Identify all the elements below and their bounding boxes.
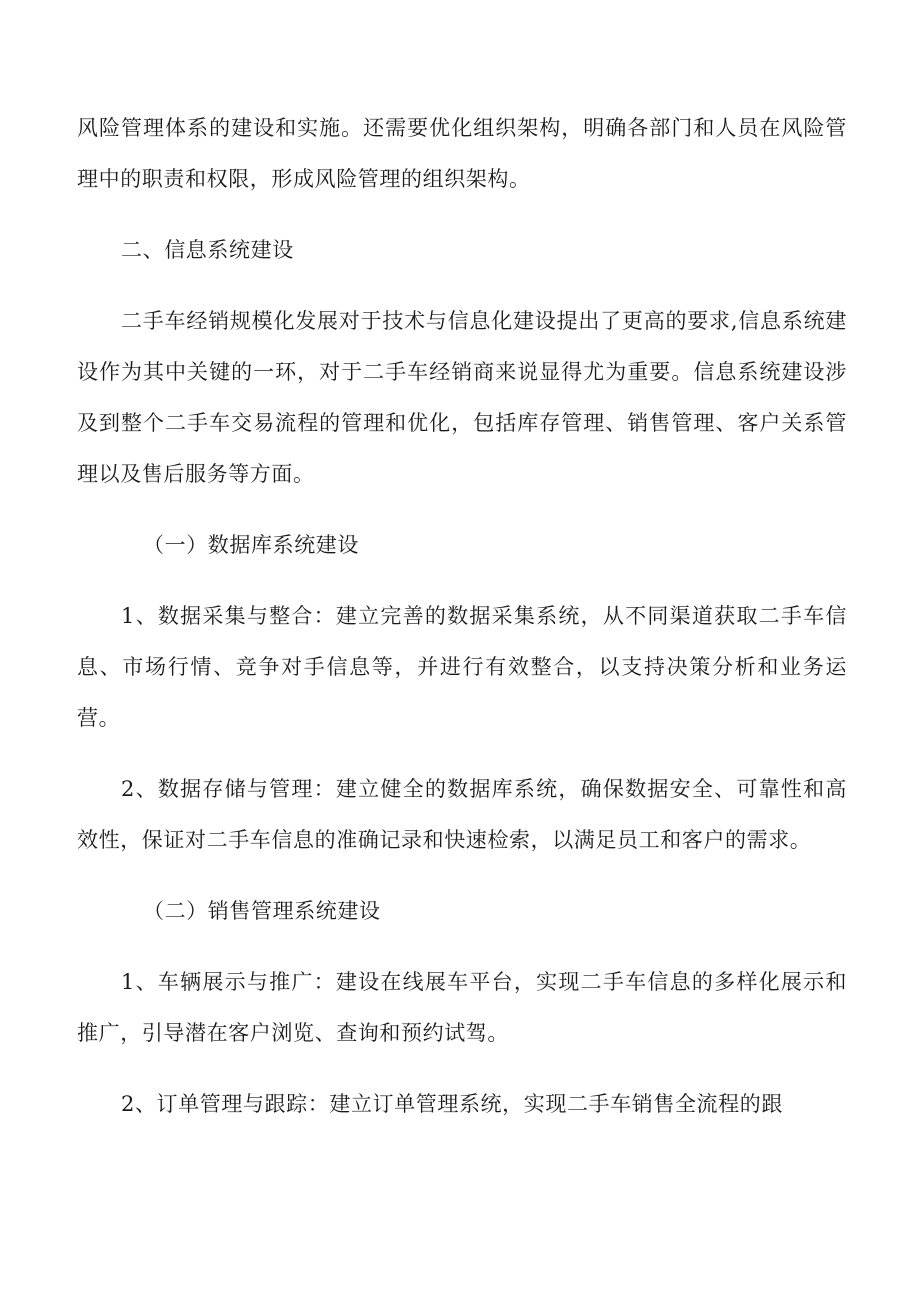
paragraph-risk-management-continuation: 风险管理体系的建设和实施。还需要优化组织架构，明确各部门和人员在风险管理中的职责和权限，形成风险管理的组织架构。 bbox=[77, 116, 847, 191]
subsection-heading-database-system: （一）数据库系统建设 bbox=[143, 533, 359, 557]
paragraph-data-collection: 1、数据采集与整合：建立完善的数据采集系统，从不同渠道获取二手车信息、市场行情、竞争对手信息等，并进行有效整合，以支持决策分析和业务运营。 bbox=[77, 604, 847, 730]
paragraph-vehicle-display: 1、车辆展示与推广：建设在线展车平台，实现二手车信息的多样化展示和推广，引导潜在客户浏览、查询和预约试驾。 bbox=[77, 970, 847, 1045]
paragraph-information-system-intro: 二手车经销规模化发展对于技术与信息化建设提出了更高的要求,信息系统建设作为其中关键的一环，对于二手车经销商来说显得尤为重要。信息系统建设涉及到整个二手车交易流程的管理和优化，包括库存管理、销售管理、客户关系管理以及售后服务等方面。 bbox=[77, 309, 847, 486]
paragraph-order-management: 2、订单管理与跟踪：建立订单管理系统，实现二手车销售全流程的跟 bbox=[121, 1092, 783, 1116]
paragraph-data-storage: 2、数据存储与管理：建立健全的数据库系统，确保数据安全、可靠性和高效性，保证对二手车信息的准确记录和快速检索，以满足员工和客户的需求。 bbox=[77, 777, 847, 852]
section-heading-information-system: 二、信息系统建设 bbox=[121, 238, 294, 262]
subsection-heading-sales-management: （二）销售管理系统建设 bbox=[143, 899, 381, 923]
document-body bbox=[77, 103, 847, 1130]
